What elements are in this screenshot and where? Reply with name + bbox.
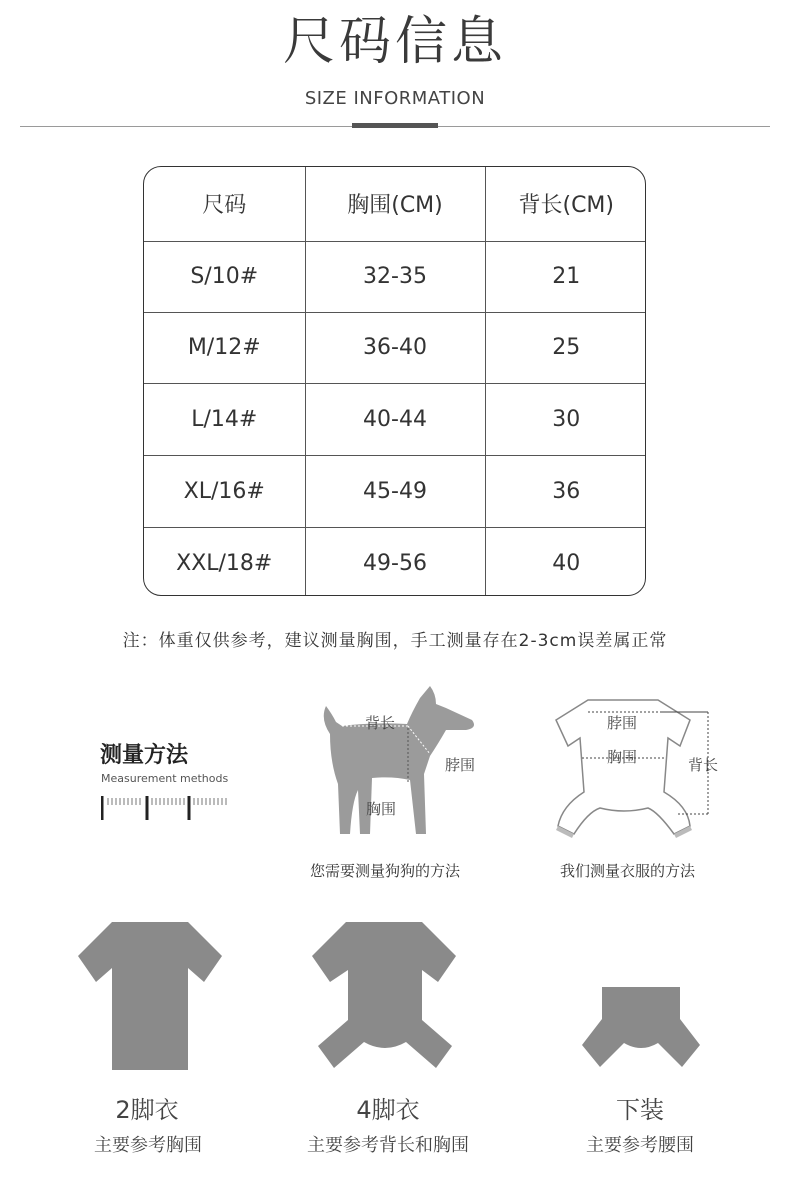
chest-cell: 32-35 bbox=[305, 241, 485, 312]
header-cell: 背长(CM) bbox=[485, 167, 646, 241]
back-length-cell: 30 bbox=[485, 383, 646, 455]
divider-accent-bar bbox=[352, 123, 438, 128]
style-name: 4脚衣 bbox=[356, 1096, 420, 1124]
chest-cell: 49-56 bbox=[305, 527, 485, 596]
methods-subtitle: Measurement methods bbox=[101, 772, 229, 785]
header-cell: 尺码 bbox=[144, 167, 305, 241]
dog-caption: 您需要测量狗狗的方法 bbox=[310, 862, 461, 880]
back-length-cell: 25 bbox=[485, 312, 646, 383]
chest-cell: 36-40 bbox=[305, 312, 485, 383]
size-cell: L/14# bbox=[144, 383, 305, 455]
size-cell: S/10# bbox=[144, 241, 305, 312]
four-leg-garment-icon bbox=[310, 920, 460, 1072]
style-desc: 主要参考背长和胸围 bbox=[307, 1135, 469, 1156]
header-cell: 胸围(CM) bbox=[305, 167, 485, 241]
size-note: 注：体重仅供参考，建议测量胸围，手工测量存在2-3cm误差属正常 bbox=[122, 631, 668, 651]
back-length-cell: 21 bbox=[485, 241, 646, 312]
size-cell: XL/16# bbox=[144, 455, 305, 527]
table-row bbox=[144, 383, 646, 455]
table-row bbox=[144, 527, 646, 596]
methods-title: 测量方法 bbox=[100, 743, 189, 768]
ruler-icon bbox=[101, 796, 231, 822]
page-title: 尺码信息 bbox=[282, 12, 507, 72]
two-leg-garment-icon bbox=[76, 920, 226, 1072]
size-cell: XXL/18# bbox=[144, 527, 305, 596]
size-cell: M/12# bbox=[144, 312, 305, 383]
table-header-row bbox=[144, 167, 646, 241]
dog-neck-label: 脖围 bbox=[445, 756, 476, 774]
table-row bbox=[144, 312, 646, 383]
style-desc: 主要参考腰围 bbox=[586, 1135, 694, 1156]
garment-chest-label: 胸围 bbox=[607, 748, 638, 766]
table-row bbox=[144, 455, 646, 527]
style-name: 2脚衣 bbox=[115, 1096, 179, 1124]
size-table bbox=[143, 166, 646, 596]
pants-garment-icon bbox=[580, 985, 702, 1071]
chest-cell: 45-49 bbox=[305, 455, 485, 527]
table-row bbox=[144, 241, 646, 312]
chest-cell: 40-44 bbox=[305, 383, 485, 455]
page-subtitle: SIZE INFORMATION bbox=[304, 88, 486, 109]
garment-neck-label: 脖围 bbox=[607, 714, 638, 732]
back-length-cell: 40 bbox=[485, 527, 646, 596]
back-length-cell: 36 bbox=[485, 455, 646, 527]
style-desc: 主要参考胸围 bbox=[94, 1135, 202, 1156]
dog-chest-label: 胸围 bbox=[366, 800, 397, 818]
dog-back-label: 背长 bbox=[365, 714, 396, 732]
garment-caption: 我们测量衣服的方法 bbox=[560, 862, 696, 880]
style-name: 下装 bbox=[616, 1096, 664, 1124]
garment-back-label: 背长 bbox=[688, 756, 719, 774]
